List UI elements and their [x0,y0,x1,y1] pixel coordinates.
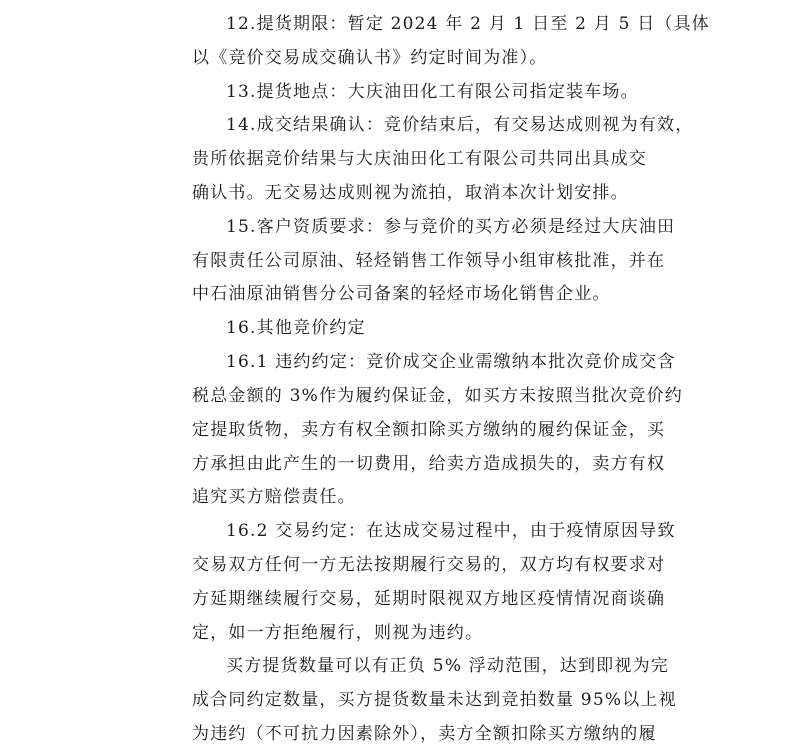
text-line: 方承担由此产生的一切费用，给卖方造成损失的，卖方有权 [192,454,666,474]
text-line: 15.客户资质要求：参与竞价的买方必须是经过大庆油田 [226,217,676,237]
text-line: 16.2 交易约定：在达成交易过程中，由于疫情原因导致 [226,521,676,541]
text-line: 中石油原油销售分公司备案的轻烃市场化销售企业。 [192,284,611,304]
section-heading: 16.其他竞价约定 [226,318,366,338]
text-line: 为违约（不可抗力因素除外），卖方全额扣除买方缴纳的履 [192,724,657,744]
text-line: 交易双方任何一方无法按期履行交易的，双方均有权要求对 [192,555,666,575]
text-line: 追究买方赔偿责任。 [192,487,356,507]
text-line: 买方提货数量可以有正负 5% 浮动范围，达到即视为完 [226,656,669,676]
text-line: 14.成交结果确认：竞价结束后，有交易达成则视为有效， [226,115,694,135]
text-line: 确认书。无交易达成则视为流拍，取消本次计划安排。 [192,183,629,203]
text-line: 16.1 违约约定：竞价成交企业需缴纳本批次竞价成交含 [226,352,676,372]
text-line: 定提取货物，卖方有权全额扣除买方缴纳的履约保证金，买 [192,420,666,440]
text-line: 成合同约定数量，买方提货数量未达到竞拍数量 95%以上视 [192,690,677,710]
text-line: 有限责任公司原油、轻烃销售工作领导小组审核批准，并在 [192,251,666,271]
text-line: 贵所依据竞价结果与大庆油田化工有限公司共同出具成交 [192,149,647,169]
text-line: 定，如一方拒绝履行，则视为违约。 [192,623,484,643]
text-line: 以《竞价交易成交确认书》约定时间为准）。 [192,48,548,68]
text-line: 12.提货期限：暂定 2024 年 2 月 1 日至 2 月 5 日（具体 [226,14,711,34]
text-line: 13.提货地点：大庆油田化工有限公司指定装车场。 [226,82,639,102]
text-line: 方延期继续履行交易，延期时限视双方地区疫情情况商谈确 [192,589,666,609]
text-line: 税总金额的 3%作为履约保证金，如买方未按照当批次竞价约 [192,386,683,406]
